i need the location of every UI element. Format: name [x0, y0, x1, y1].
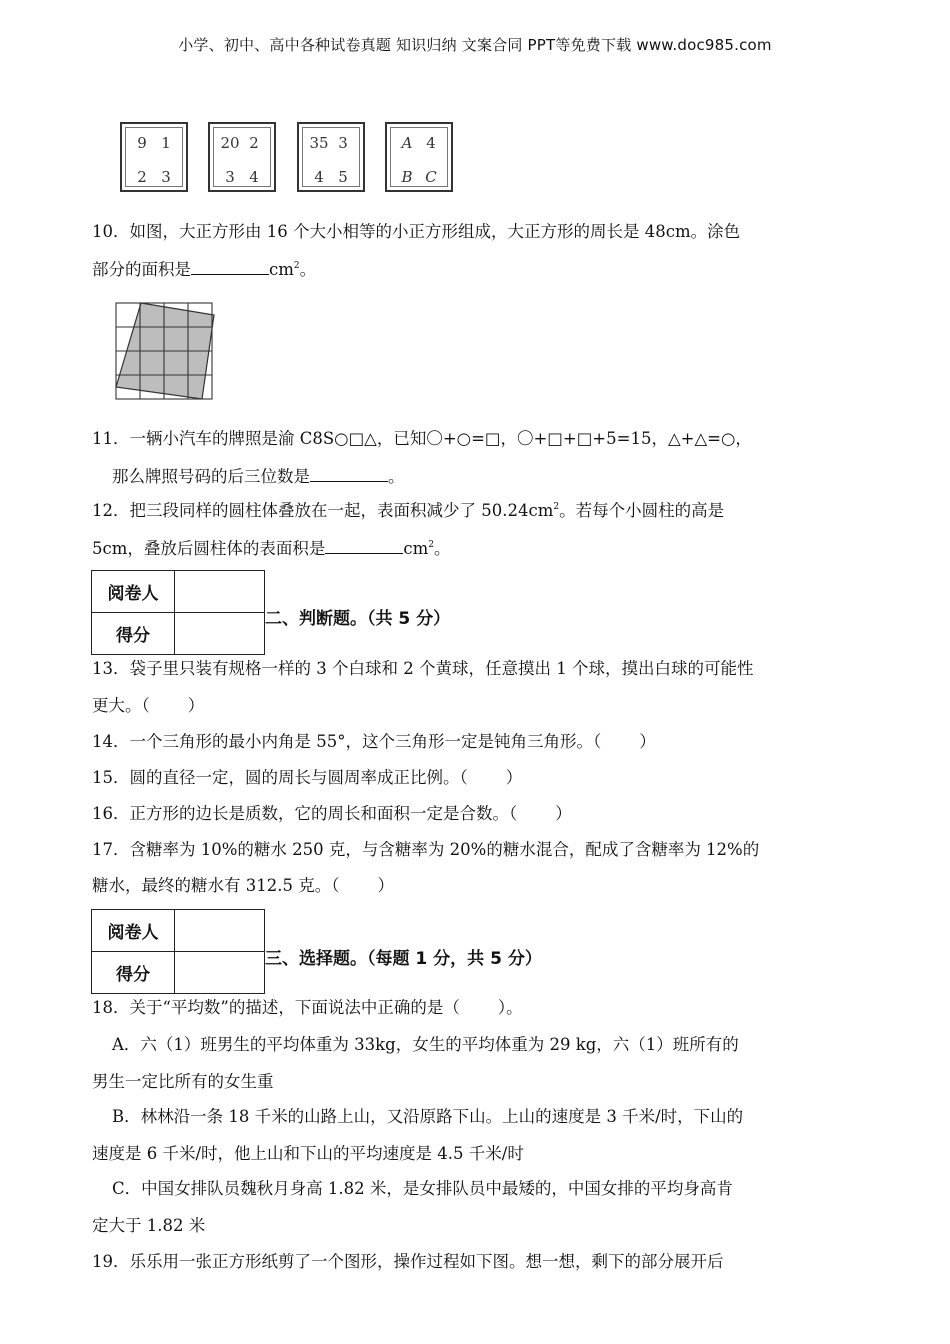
number-box-1 [120, 122, 188, 192]
option-a-line-2: 男生一定比所有的女生重 [92, 1072, 274, 1091]
box-cell: 2 [137, 168, 147, 186]
question-11-text: 那么牌照号码的后三位数是 [112, 467, 310, 486]
box-cell: C [425, 168, 437, 186]
question-15-text: 15．圆的直径一定，圆的周长与圆周率成正比例。（ [92, 768, 468, 787]
close-paren: ） [639, 732, 656, 751]
score-label: 得分 [92, 613, 175, 655]
question-16 [92, 803, 572, 825]
question-12-text: 12．把三段同样的圆柱体叠放在一起，表面积减少了 50.24cm [92, 501, 554, 520]
box-cell: 9 [137, 134, 147, 152]
answer-blank-10[interactable] [191, 258, 269, 275]
box-cell: 20 [220, 134, 240, 152]
question-12-text-cont: 。若每个小圆柱的高是 [559, 501, 725, 520]
question-16-text: 16．正方形的边长是质数，它的周长和面积一定是合数。（ [92, 804, 518, 823]
question-12-line-2 [92, 537, 451, 560]
score-label: 得分 [92, 952, 175, 994]
punctuation: 。 [388, 467, 405, 486]
question-18 [92, 997, 523, 1019]
number-box-2 [208, 122, 276, 192]
unit: cm [269, 260, 294, 279]
reviewer-label: 阅卷人 [92, 910, 175, 952]
reviewer-label: 阅卷人 [92, 571, 175, 613]
grid-square-figure [114, 301, 216, 403]
box-cell: B [401, 168, 413, 186]
box-cell: A [401, 134, 413, 152]
reviewer-cell[interactable] [175, 910, 265, 952]
question-17-line-1: 17．含糖率为 10%的糖水 250 克，与含糖率为 20%的糖水混合，配成了含糖率为 12%的 [92, 840, 760, 859]
superscript: 2 [428, 540, 435, 550]
question-11-line-1: 11．一辆小汽车的牌照是渝 C8S○□△，已知〇+○=□，〇+□+□+5=15，△+△=○， [92, 429, 752, 448]
superscript: 2 [293, 261, 300, 271]
close-paren: ） [377, 876, 394, 895]
punctuation: 。 [434, 539, 451, 558]
box-cell: 1 [161, 134, 171, 152]
answer-blank-12[interactable] [325, 537, 403, 554]
question-14 [92, 731, 656, 753]
page-header: 小学、初中、高中各种试卷真题 知识归纳 文案合同 PPT等免费下载 www.doc985.com [178, 36, 772, 54]
answer-blank-11[interactable] [310, 465, 388, 482]
reviewer-cell[interactable] [175, 571, 265, 613]
question-13-line-1: 13．袋子里只装有规格一样的 3 个白球和 2 个黄球，任意摸出 1 个球，摸出白球的可能性 [92, 659, 754, 678]
close-paren: ） [505, 768, 523, 787]
question-17-line-2 [92, 875, 394, 897]
box-cell: 3 [338, 134, 348, 152]
question-17-text: 糖水，最终的糖水有 312.5 克。（ [92, 876, 340, 895]
option-c-line-1: C．中国女排队员魏秋月身高 1.82 米，是女排队员中最矮的，中国女排的平均身高肯 [112, 1179, 733, 1198]
close-paren: ） [555, 804, 572, 823]
box-cell: 4 [249, 168, 259, 186]
question-13-line-2 [92, 695, 204, 717]
close-paren: ） [187, 696, 205, 715]
option-a-line-1: A．六（1）班男生的平均体重为 33kg，女生的平均体重为 29 kg，六（1）班所有的 [112, 1035, 739, 1054]
option-b-line-2: 速度是 6 千米/时，他上山和下山的平均速度是 4.5 千米/时 [92, 1144, 524, 1163]
question-10-line-2 [92, 258, 316, 281]
score-cell[interactable] [175, 613, 265, 655]
superscript: 2 [553, 502, 560, 512]
section-3-title: 三、选择题。（每题 1 分，共 5 分） [265, 949, 542, 969]
question-12-line-1 [92, 500, 724, 522]
number-box-3 [297, 122, 365, 192]
question-18-text: 18．关于“平均数”的描述，下面说法中正确的是（ [92, 998, 460, 1017]
score-cell[interactable] [175, 952, 265, 994]
option-b-line-1: B．林林沿一条 18 千米的山路上山，又沿原路下山。上山的速度是 3 千米/时，下山的 [112, 1107, 744, 1126]
question-13-text: 更大。（ [92, 696, 150, 715]
punctuation: 。 [299, 260, 317, 279]
box-cell: 2 [249, 134, 259, 152]
box-cell: 3 [225, 168, 235, 186]
question-10-line-1: 10．如图，大正方形由 16 个大小相等的小正方形组成，大正方形的周长是 48cm。涂色 [92, 222, 741, 241]
unit: cm [403, 539, 429, 558]
question-15 [92, 767, 522, 789]
question-14-text: 14．一个三角形的最小内角是 55°，这个三角形一定是钝角三角形。（ [92, 732, 602, 751]
number-box-4 [385, 122, 453, 192]
score-table-1 [91, 570, 265, 655]
box-cell: 5 [338, 168, 348, 186]
close-paren: ）。 [497, 998, 523, 1017]
score-table-2 [91, 909, 265, 994]
question-10-text: 部分的面积是 [92, 260, 191, 279]
box-cell: 4 [314, 168, 324, 186]
question-12-text-2: 5cm，叠放后圆柱体的表面积是 [92, 539, 326, 558]
box-cell: 3 [161, 168, 171, 186]
question-19-line-1: 19．乐乐用一张正方形纸剪了一个图形，操作过程如下图。想一想，剩下的部分展开后 [92, 1252, 724, 1271]
question-11-line-2 [112, 465, 405, 488]
option-c-line-2: 定大于 1.82 米 [92, 1216, 206, 1235]
section-2-title: 二、判断题。（共 5 分） [265, 609, 451, 629]
box-cell: 4 [426, 134, 436, 152]
box-cell: 35 [309, 134, 329, 152]
